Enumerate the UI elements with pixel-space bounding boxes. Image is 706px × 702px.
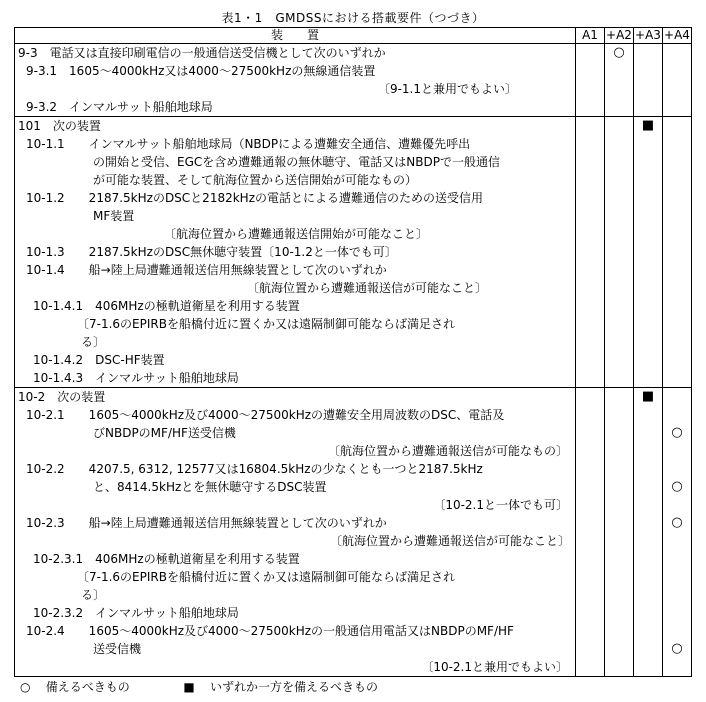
table-row	[15, 604, 692, 622]
mark-a3	[634, 44, 663, 63]
row-text: 送受信機	[15, 640, 576, 658]
header-a2: +A2	[606, 28, 632, 42]
table-row	[15, 658, 692, 677]
legend-circle-icon: ○	[20, 680, 31, 694]
row-text: MF装置	[15, 207, 576, 225]
mark-a4: ○	[663, 478, 692, 496]
mark-a4	[663, 44, 692, 63]
row-text: 〔10-2.1と兼用でもよい〕	[15, 658, 576, 677]
row-text: 〔9-1.1と兼用でもよい〕	[15, 80, 576, 98]
table-row	[15, 279, 692, 297]
row-text: 101 次の装置	[15, 117, 576, 136]
table-row	[15, 261, 692, 279]
row-text: が可能な装置、そして航海位置から送信開始が可能なもの）	[15, 171, 576, 189]
table-row	[15, 388, 692, 407]
row-text: 〔航海位置から遭難通報送信開始が可能なこと〕	[15, 225, 576, 243]
table-row	[15, 44, 692, 63]
row-text: る〕	[15, 586, 576, 604]
table-row	[15, 207, 692, 225]
mark-a3: ■	[634, 117, 663, 136]
table-caption: 表1・1 GMDSSにおける搭載要件（つづき）	[221, 11, 485, 25]
table-row	[15, 98, 692, 117]
row-text: 〔航海位置から遭難通報送信が可能なこと〕	[15, 532, 576, 550]
row-text: の開始と受信、EGCを含め遭難通報の無休聴守、電話又はNBDPで一般通信	[15, 153, 576, 171]
table-row	[15, 351, 692, 369]
row-text: 10-2.3.1 406MHzの極軌道衛星を利用する装置	[15, 550, 576, 568]
table-row	[15, 496, 692, 514]
table-header-row	[15, 28, 692, 44]
table-row	[15, 171, 692, 189]
row-text: びNBDPのMF/HF送受信機	[15, 424, 576, 442]
row-text: 10-1.4.3 インマルサット船舶地球局	[15, 369, 576, 388]
row-text: 10-2 次の装置	[15, 388, 576, 407]
row-text: 〔7-1.6のEPIRBを船橋付近に置くか又は遠隔制御可能ならば満足され	[15, 315, 576, 333]
mark-a4: ○	[663, 640, 692, 658]
row-text: 10-1.3 2187.5kHzのDSC無休聴守装置〔10-1.2と一体でも可〕	[15, 243, 576, 261]
table-row	[15, 424, 692, 442]
mark-a4: ○	[663, 424, 692, 442]
row-text: 10-1.4.2 DSC-HF装置	[15, 351, 576, 369]
row-text: 10-1.1 インマルサット船舶地球局（NBDPによる遭難安全通信、遭難優先呼出	[15, 135, 576, 153]
table-row	[15, 80, 692, 98]
legend	[20, 678, 378, 695]
mark-a1	[576, 44, 605, 63]
mark-a4: ○	[663, 514, 692, 532]
legend-square-icon: ■	[183, 680, 195, 694]
row-text: 10-1.4.1 406MHzの極軌道衛星を利用する装置	[15, 297, 576, 315]
row-text: 10-2.1 1605～4000kHz及び4000～27500kHzの遭難安全用周波数のDSC、電話及	[15, 406, 576, 424]
mark-a2: ○	[605, 44, 634, 63]
table-row	[15, 117, 692, 136]
row-text: 〔7-1.6のEPIRBを船橋付近に置くか又は遠隔制御可能ならば満足され	[15, 568, 576, 586]
legend-square-text: いずれか一方を備えるべきもの	[210, 680, 379, 694]
table-row	[15, 297, 692, 315]
table-row	[15, 568, 692, 586]
mark-a3: ■	[634, 388, 663, 407]
header-a4: +A4	[664, 28, 690, 42]
row-text: 〔航海位置から遭難通報送信が可能なもの〕	[15, 442, 576, 460]
requirements-table	[14, 27, 692, 677]
row-text: と、8414.5kHzとを無休聴守するDSC装置	[15, 478, 576, 496]
table-row	[15, 586, 692, 604]
table-row	[15, 189, 692, 207]
table-row	[15, 135, 692, 153]
row-text: る〕	[15, 333, 576, 351]
table-row	[15, 532, 692, 550]
table-row	[15, 315, 692, 333]
table-row	[15, 62, 692, 80]
table-row	[15, 514, 692, 532]
row-text: 10-2.4 1605～4000kHz及び4000～27500kHzの一般通信用電話又はNBDPのMF/HF	[15, 622, 576, 640]
table-row	[15, 442, 692, 460]
row-text: 10-1.2 2187.5kHzのDSCと2182kHzの電話とによる遭難通信のための送受信用	[15, 189, 576, 207]
table-row	[15, 640, 692, 658]
table-row	[15, 550, 692, 568]
table-row	[15, 153, 692, 171]
row-text: 9-3 電話又は直接印刷電信の一般通信送受信機として次のいずれか	[15, 44, 576, 63]
table-row	[15, 478, 692, 496]
row-text: 10-1.4 船→陸上局遭難通報送信用無線装置として次のいずれか	[15, 261, 576, 279]
table-row	[15, 622, 692, 640]
row-text: 10-2.3.2 インマルサット船舶地球局	[15, 604, 576, 622]
row-text: 9-3.1 1605～4000kHz又は4000～27500kHzの無線通信装置	[15, 62, 576, 80]
table-row	[15, 369, 692, 388]
header-a3: +A3	[635, 28, 661, 42]
table-row	[15, 460, 692, 478]
table-row	[15, 333, 692, 351]
row-text: 〔10-2.1と一体でも可〕	[15, 496, 576, 514]
row-text: 10-2.2 4207.5, 6312, 12577又は16804.5kHzの少なくとも一つと2187.5kHz	[15, 460, 576, 478]
legend-circle-text: 備えるべきもの	[45, 680, 130, 694]
row-text: 9-3.2 インマルサット船舶地球局	[15, 98, 576, 117]
header-a1: A1	[576, 28, 605, 44]
table-row	[15, 243, 692, 261]
header-device: 装 置	[15, 28, 576, 44]
row-text: 10-2.3 船→陸上局遭難通報送信用無線装置として次のいずれか	[15, 514, 576, 532]
row-text: 〔航海位置から遭難通報送信が可能なこと〕	[15, 279, 576, 297]
table-row	[15, 406, 692, 424]
table-row	[15, 225, 692, 243]
